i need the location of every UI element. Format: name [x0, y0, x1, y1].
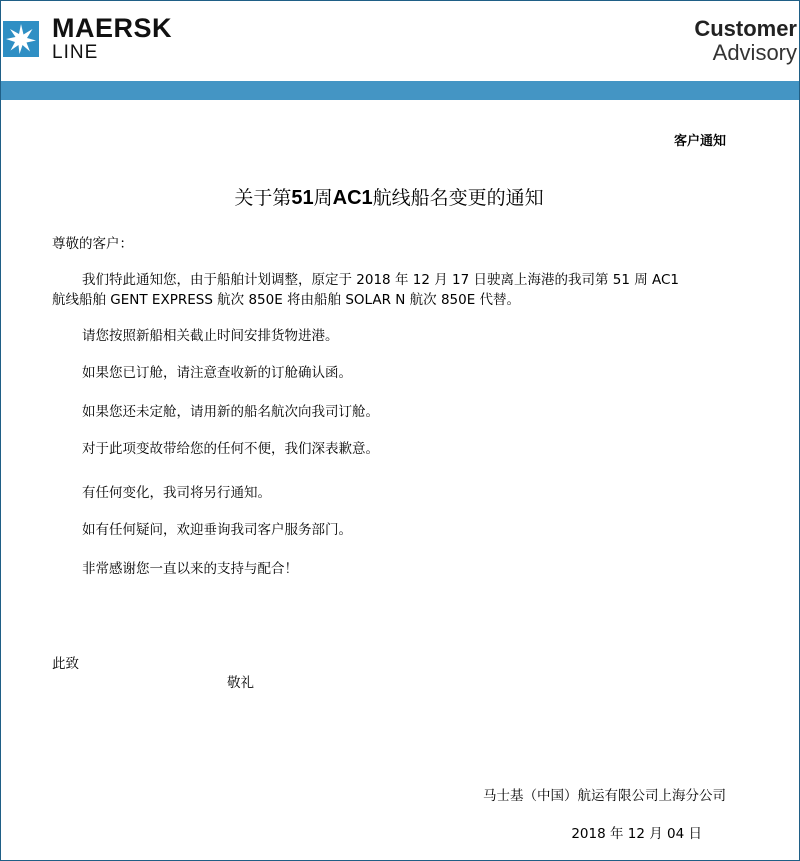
- brand-subname: LINE: [52, 42, 99, 63]
- paragraph-1-line-2: 航线船舶 GENT EXPRESS 航次 850E 将由船舶 SOLAR N 航次 850E 代替。: [52, 292, 521, 308]
- body-line: 非常感谢您一直以来的支持与配合！: [82, 561, 298, 577]
- header-color-band: [1, 81, 799, 100]
- greeting: 尊敬的客户：: [52, 236, 133, 252]
- customer-advisory-heading: [694, 17, 797, 65]
- body-line: 如有任何疑问，欢迎垂询我司客户服务部门。: [82, 522, 352, 538]
- notice-label: 客户通知: [673, 134, 726, 149]
- body-line: 有任何变化，我司将另行通知。: [82, 485, 271, 501]
- brand-name: MAERSK: [52, 13, 173, 43]
- body-line: 如果您还未定舱，请用新的船名航次向我司订舱。: [82, 404, 379, 420]
- notice-title: [1, 183, 777, 210]
- body-line: 对于此项变故带给您的任何不便，我们深表歉意。: [82, 441, 379, 457]
- advisory-line-2: Advisory: [712, 39, 797, 65]
- title-service-code: AC1: [332, 187, 373, 209]
- brand-wordmark: [52, 15, 172, 62]
- title-week-number: 51: [291, 187, 314, 209]
- paragraph-1-line-1: 我们特此通知您，由于船舶计划调整，原定于 2018 年 12 月 17 日驶离上海港的我司第 51 周 AC1: [82, 272, 680, 288]
- title-prefix: 关于第: [234, 187, 292, 209]
- signature-date: 2018 年 12 月 04 日: [571, 826, 702, 842]
- closing-salutation: 此致: [52, 656, 79, 672]
- body-line: 请您按照新船相关截止时间安排货物进港。: [82, 328, 339, 344]
- title-suffix: 航线船名变更的通知: [372, 187, 544, 209]
- body-line: 如果您已订舱，请注意查收新的订舱确认函。: [82, 365, 352, 381]
- maersk-star-logo-icon: [3, 21, 39, 57]
- advisory-line-1: Customer: [694, 16, 797, 41]
- closing-regards: 敬礼: [227, 675, 254, 691]
- title-week: 周: [313, 187, 333, 209]
- signature-company: 马士基（中国）航运有限公司上海分公司: [483, 788, 726, 804]
- letterhead: [1, 1, 799, 81]
